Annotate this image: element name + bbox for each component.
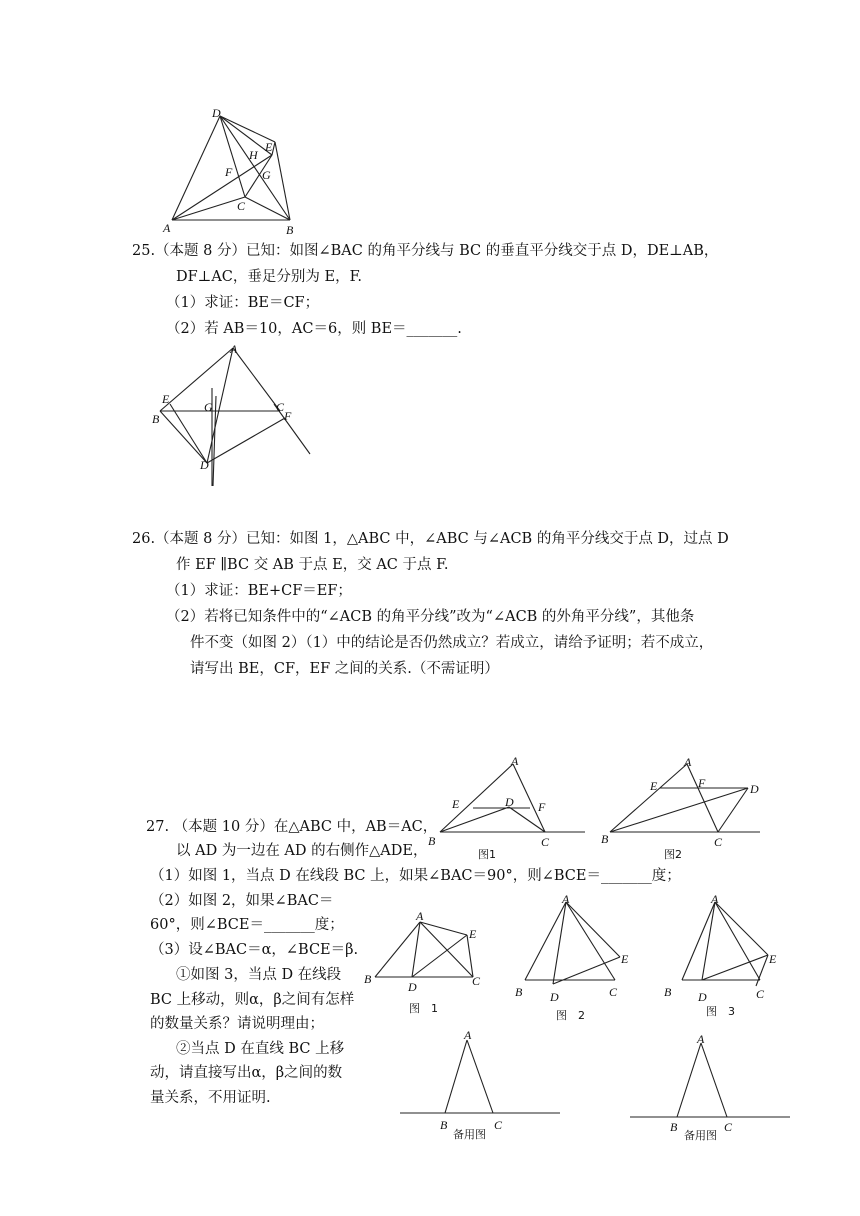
figure-q24-label-g: G bbox=[262, 168, 271, 182]
q27-line-9: 的数量关系？请说明理由； bbox=[150, 1016, 324, 1032]
figure-q27-fig1-label-a: A bbox=[416, 909, 424, 923]
q26-line-1: 26.（本题 8 分）已知：如图 1，△ABC 中，∠ABC 与∠ACB 的角平分线交于点 D，过点 D bbox=[132, 531, 729, 547]
figure-q26-fig1-label-d: D bbox=[505, 795, 514, 809]
figure-q27-fig2-label-b: B bbox=[515, 985, 523, 999]
q27-line-2: 以 AD 为一边在 AD 的右侧作△ADE， bbox=[176, 843, 428, 859]
figure-q27-fig2-label-a: A bbox=[562, 892, 570, 906]
figure-q26-fig1-label-c: C bbox=[541, 835, 550, 849]
figure-q27-spare2-label-c: C bbox=[724, 1120, 733, 1134]
q26-line-5: 件不变（如图 2）（1）中的结论是否仍然成立？若成立，请给予证明；若不成立， bbox=[190, 635, 714, 651]
figure-q27-fig1-label-d: D bbox=[408, 980, 417, 994]
figure-q27-fig3-label-c: C bbox=[756, 987, 765, 1001]
figure-q26-fig1-label-f: F bbox=[538, 800, 546, 814]
figure-q27-spare1-label-a: A bbox=[464, 1028, 472, 1042]
figure-q25-label-d: D bbox=[200, 458, 209, 472]
q27-line-6: （3）设∠BAC＝α，∠BCE＝β. bbox=[150, 942, 359, 958]
figure-q27-fig2-label-d: D bbox=[550, 990, 559, 1004]
q27-line-8: BC 上移动，则α，β之间有怎样 bbox=[150, 992, 355, 1008]
figure-q26-fig2-label-f: F bbox=[698, 776, 706, 790]
figure-q26-fig2-label-e: E bbox=[650, 779, 658, 793]
figure-q27-spare1 bbox=[395, 1030, 565, 1125]
q25-line-2: DF⊥AC，垂足分别为 E，F. bbox=[176, 269, 362, 285]
q27-line-3: （1）如图 1，当点 D 在线段 BC 上，如果∠BAC＝90°，则∠BCE＝_______度； bbox=[150, 868, 681, 884]
figure-q26-fig2-caption: 图2 bbox=[664, 848, 682, 861]
figure-q27-spare1-label-c: C bbox=[494, 1118, 503, 1132]
q26-line-3: （1）求证：BE+CF＝EF； bbox=[166, 583, 352, 599]
figure-q27-fig2 bbox=[510, 892, 635, 997]
figure-q27-spare2-label-a: A bbox=[697, 1032, 705, 1046]
figure-q27-fig3-caption: 图 3 bbox=[706, 1005, 735, 1018]
figure-q25-label-a: A bbox=[230, 342, 238, 356]
figure-q27-spare1-label-b: B bbox=[440, 1118, 448, 1132]
q27-line-7: ①如图 3，当点 D 在线段 bbox=[176, 967, 342, 983]
figure-q27-fig1-label-c: C bbox=[472, 974, 481, 988]
figure-q26-fig2-label-c: C bbox=[714, 835, 723, 849]
figure-q24-label-f: F bbox=[225, 165, 233, 179]
figure-q27-spare1-caption: 备用图 bbox=[453, 1128, 486, 1141]
q27-line-1: 27. （本题 10 分）在△ABC 中，AB＝AC， bbox=[146, 819, 438, 835]
q25-line-1: 25.（本题 8 分）已知：如图∠BAC 的角平分线与 BC 的垂直平分线交于点 D，DE⊥AB， bbox=[132, 243, 719, 259]
figure-q27-fig3-label-a: A bbox=[711, 892, 719, 906]
figure-q27-fig2-caption: 图 2 bbox=[556, 1009, 585, 1022]
q27-line-4: （2）如图 2，如果∠BAC＝ bbox=[150, 893, 334, 909]
q25-line-4: （2）若 AB＝10，AC＝6，则 BE＝_______. bbox=[166, 321, 462, 337]
figure-q25-label-b: B bbox=[152, 412, 160, 426]
figure-q27-fig3-label-e: E bbox=[769, 952, 777, 966]
figure-q26-fig1-label-e: E bbox=[452, 797, 460, 811]
figure-q27-spare2-caption: 备用图 bbox=[684, 1129, 717, 1142]
figure-q25-label-g: G bbox=[204, 400, 213, 414]
figure-q26-fig2-label-b: B bbox=[601, 832, 609, 846]
figure-q27-fig1-caption: 图 1 bbox=[409, 1002, 438, 1015]
figure-q26-fig1-caption: 图1 bbox=[478, 848, 496, 861]
figure-q24-label-b: B bbox=[286, 223, 294, 237]
figure-q24-label-c: C bbox=[237, 199, 246, 213]
figure-q25 bbox=[150, 338, 320, 493]
figure-q27-fig3 bbox=[672, 892, 792, 997]
figure-q25-label-c: C bbox=[276, 400, 285, 414]
figure-q27-spare2 bbox=[625, 1035, 795, 1125]
figure-q25-label-f: F bbox=[284, 409, 292, 423]
q27-line-12: 量关系，不用证明. bbox=[150, 1090, 271, 1106]
q27-line-5: 60°，则∠BCE＝_______度； bbox=[150, 917, 344, 933]
q27-line-10: ②当点 D 在直线 BC 上移 bbox=[176, 1041, 345, 1057]
figure-q27-fig2-label-c: C bbox=[609, 985, 618, 999]
figure-q24-label-e: E bbox=[265, 140, 273, 154]
figure-q27-fig2-label-e: E bbox=[621, 952, 629, 966]
figure-q26-fig1-label-b: B bbox=[428, 834, 436, 848]
figure-q26-fig2-label-a: A bbox=[684, 755, 692, 769]
q27-line-11: 动，请直接写出α，β之间的数 bbox=[150, 1065, 343, 1081]
figure-q24 bbox=[160, 100, 310, 240]
q26-line-4: （2）若将已知条件中的“∠ACB 的角平分线”改为“∠ACB 的外角平分线”，其他条 bbox=[166, 609, 695, 625]
figure-q27-fig3-label-b: B bbox=[664, 985, 672, 999]
figure-q25-label-e: E bbox=[162, 392, 170, 406]
figure-q24-label-a: A bbox=[163, 221, 171, 235]
figure-q27-spare2-label-b: B bbox=[670, 1120, 678, 1134]
figure-q24-label-d: D bbox=[212, 106, 221, 120]
figure-q27-fig1-label-b: B bbox=[364, 972, 372, 986]
figure-q27-fig3-label-d: D bbox=[698, 990, 707, 1004]
figure-q26-fig1-label-a: A bbox=[511, 754, 519, 768]
q26-line-6: 请写出 BE，CF，EF 之间的关系.（不需证明） bbox=[190, 661, 499, 677]
figure-q27-fig1-label-e: E bbox=[469, 927, 477, 941]
q25-line-3: （1）求证：BE＝CF； bbox=[166, 295, 320, 311]
q26-line-2: 作 EF ∥BC 交 AB 于点 E，交 AC 于点 F. bbox=[176, 557, 449, 573]
figure-q26-fig2-label-d: D bbox=[750, 782, 759, 796]
figure-q24-label-h: H bbox=[249, 148, 258, 162]
